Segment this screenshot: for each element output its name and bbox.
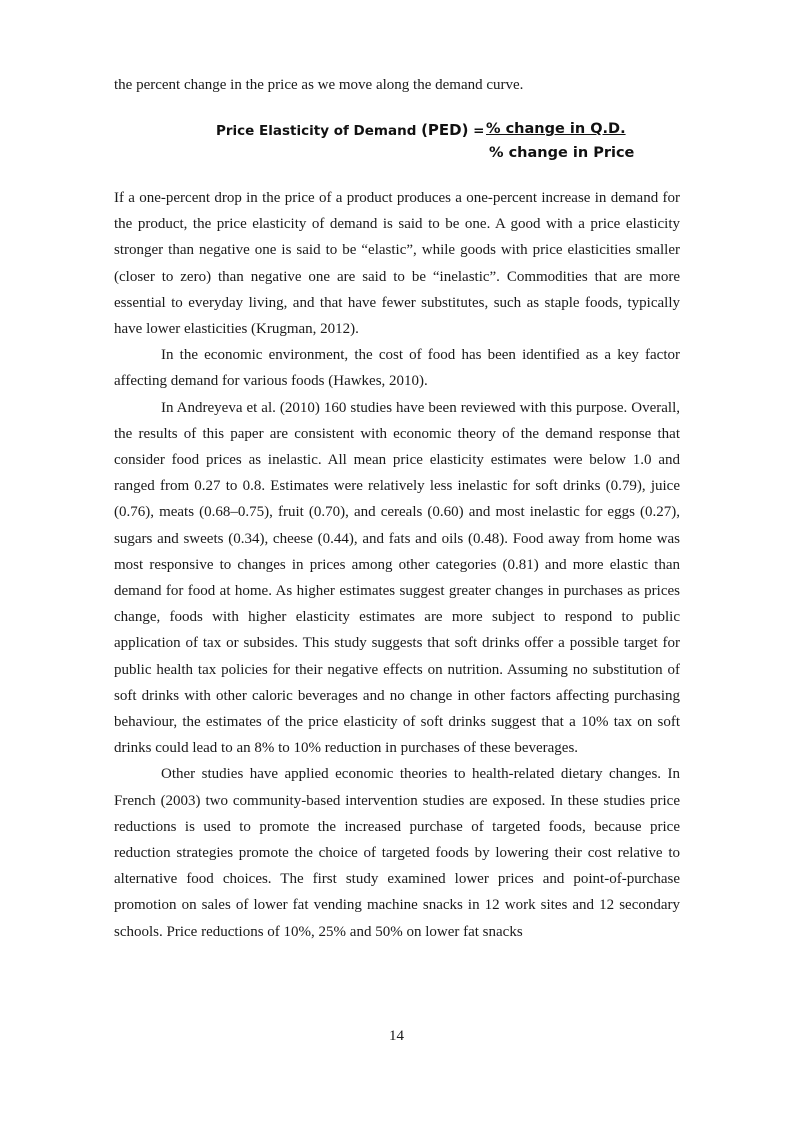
intro-line — [114, 72, 680, 98]
formula-lhs-abbrev: (PED) — [421, 121, 469, 139]
formula-numerator: % change in Q.D. — [486, 121, 626, 137]
page-number: 14 — [389, 1028, 404, 1044]
paragraph-french: Other studies have applied economic theories to health-related dietary changes. In French (2003) two community-based intervention studies are exposed. In these studies price reductions is used to promote the increased purchase of targeted foods, because price reduction strategies promote the choice of targeted foods by lowering their cost relative to alternative food choices. The first study examined lower prices and point-of-purchase promotion on sales of lower fat vending machine snacks in 12 work sites and 12 secondary schools. Price reductions of 10%, 25% and 50% on lower fat snacks — [114, 766, 680, 940]
formula-lhs-text: Price Elasticity of Demand — [216, 123, 422, 139]
intro-paragraph: the percent change in the price as we move along the demand curve. — [114, 77, 524, 93]
paragraph-elasticity-definition: If a one-percent drop in the price of a product produces a one-percent increase in demand for the product, the price elasticity of demand is said to be one. A good with a price elasticity stronger than negative one is said to be “elastic”, while goods with price elasticities smaller (closer to zero) than negative one are said to be “inelastic”. Commodities that are more essential to everyday living, and that have fewer substitutes, such as staple foods, typically have lower elasticities (Krugman, 2012). — [114, 190, 680, 338]
formula-equals: = — [468, 123, 485, 139]
body-text — [114, 185, 680, 945]
paragraph-food-cost: In the economic environment, the cost of food has been identified as a key factor affecting demand for various foods (Hawkes, 2010). — [114, 347, 680, 390]
formula-denominator: % change in Price — [489, 145, 635, 161]
formula-lhs — [216, 121, 484, 139]
paragraph-andreyeva: In Andreyeva et al. (2010) 160 studies have been reviewed with this purpose. Overall, the results of this paper are consistent with economic theory of the demand response that consider food prices as inelastic. All mean price elasticity estimates were below 1.0 and ranged from 0.27 to 0.8. Estimates were relatively less inelastic for soft drinks (0.79), juice (0.76), meats (0.68–0.75), fruit (0.70), and cereals (0.60) and most inelastic for eggs (0.27), sugars and sweets (0.34), cheese (0.44), and fats and oils (0.48). Food away from home was most responsive to changes in prices among other categories (0.81) and more elastic than demand for food at home. As higher estimates suggest greater changes in purchases as prices change, foods with higher elasticity estimates are more subject to respond to public application of tax or subsides. This study suggests that soft drinks offer a possible target for public health tax policies for their negative effects on nutrition. Assuming no substitution of soft drinks with other caloric beverages and no change in other factors affecting purchasing behaviour, the estimates of the price elasticity of soft drinks suggest that a 10% tax on soft drinks could lead to an 8% to 10% reduction in purchases of these beverages. — [114, 399, 680, 757]
